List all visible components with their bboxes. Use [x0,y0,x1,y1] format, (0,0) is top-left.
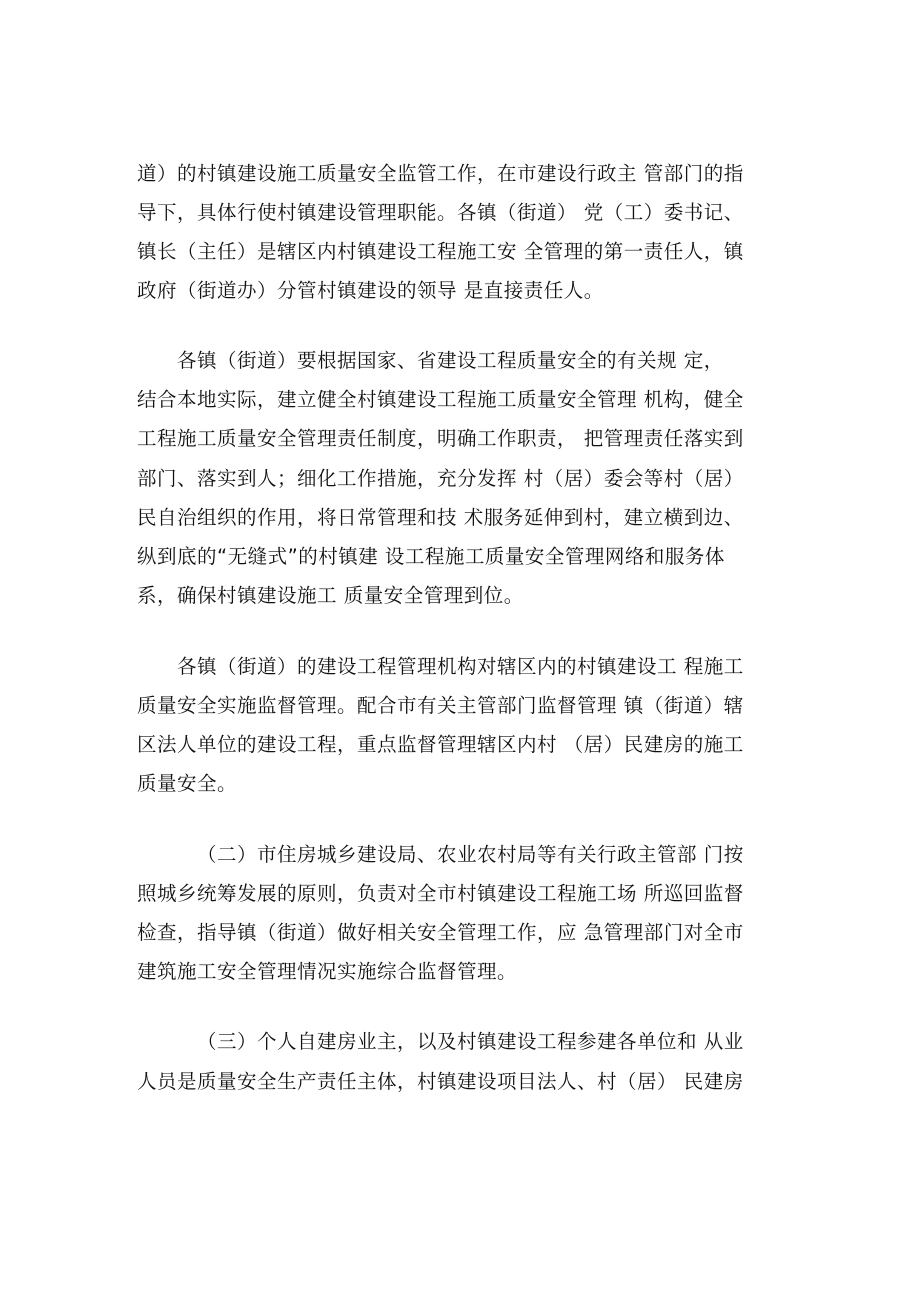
text-line: 结合本地实际，建立健全村镇建设工程施工质量安全管理 机构，健全 [137,388,744,411]
text-line: 导下，具体行使村镇建设管理职能。各镇（街道） 党（工）委书记、 [137,201,744,224]
text-line: 照城乡统筹发展的原则，负责对全市村镇建设工程施工场 所巡回监督 [137,882,744,905]
paragraph-first-line: （二）市住房城乡建设局、农业农村局等有关行政主管部 门按 [197,843,744,866]
paragraph-first-line: 各镇（街道）要根据国家、省建设工程质量安全的有关规 定， [177,349,724,372]
text-line: 区法人单位的建设工程，重点监督管理辖区内村 （居）民建房的施工 [137,733,744,756]
text-line: 建筑施工安全管理情况实施综合监督管理。 [137,960,518,983]
text-line: 纵到底的“无缝式”的村镇建 设工程施工质量安全管理网络和服务体 [137,545,725,568]
text-line: 民自治组织的作用，将日常管理和技 术服务延伸到村，建立横到边、 [137,506,744,529]
text-line: 人员是质量安全生产责任主体，村镇建设项目法人、村（居） 民建房 [137,1070,744,1093]
text-line: 质量安全实施监督管理。配合市有关主管部门监督管理 镇（街道）辖 [137,694,744,717]
paragraph-first-line: （三）个人自建房业主，以及村镇建设工程参建各单位和 从业 [197,1030,744,1053]
text-line: 政府（街道办）分管村镇建设的领导 是直接责任人。 [137,279,604,302]
text-line: 检查，指导镇（街道）做好相关安全管理工作，应 急管理部门对全市 [137,921,744,944]
text-line: 部门、落实到人；细化工作措施，充分发挥 村（居）委会等村（居） [137,467,744,490]
text-line: 质量安全。 [137,772,238,795]
text-line: 道）的村镇建设施工质量安全监管工作，在市建设行政主 管部门的指 [137,162,744,185]
text-line: 系，确保村镇建设施工 质量安全管理到位。 [137,584,524,607]
text-line: 工程施工质量安全管理责任制度，明确工作职责， 把管理责任落实到 [137,427,744,450]
paragraph-first-line: 各镇（街道）的建设工程管理机构对辖区内的村镇建设工 程施工 [177,655,744,678]
text-line: 镇长（主任）是辖区内村镇建设工程施工安 全管理的第一责任人，镇 [137,240,744,263]
